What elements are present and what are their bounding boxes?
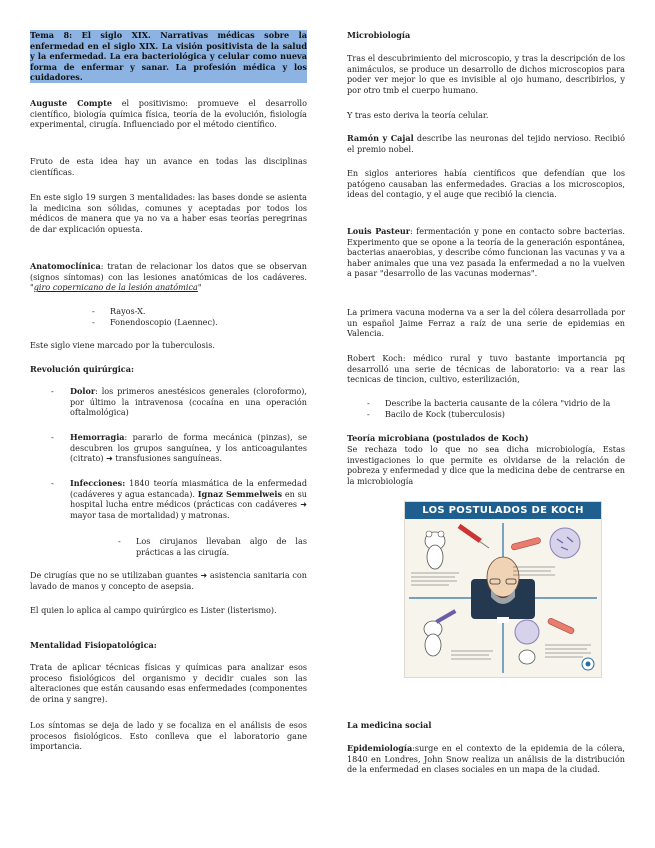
siglo19-paragraph: En este siglo 19 surgen 3 mentalidades: las bases donde se asienta la medicina son sólidas, comunes y aceptadas por todos los médicos de manera que ya no va a haber esas teorías peregrinas de dar explicación opuesta. (30, 192, 307, 234)
ramon-name: Ramón y Cajal (347, 133, 414, 143)
mentalidad-heading (30, 640, 307, 651)
koch-paragraph: Robert Koch: médico rural y tuvo bastante importancia pq desarrolló una serie de técnicas de laboratorio: va a rear las tecnicas de tincion, cultivo, esterilización, (347, 353, 625, 385)
test-tube-drawing (511, 537, 542, 551)
badge-icon (582, 658, 594, 670)
infecciones-label: Infecciones: (70, 478, 126, 488)
social-heading-text: La medicina social (347, 720, 432, 730)
dolor-text: : los primeros anestésicos generales (cloroformo), por último la intravenosa (cocaína en una operación oftalmológica) (70, 386, 307, 418)
koch-postulates-illustration (405, 519, 601, 677)
cirujanos-text: Los cirujanos llevaban algo de las prácticas a las cirugía. (136, 536, 307, 557)
teoria-celular-paragraph: Y tras esto deriva la teoría celular. (347, 110, 489, 120)
mentalidad-paragraph: Trata de aplicar técnicas físicas y químicas para analizar esos proceso fisiológicos del organismo y decidir cuales son las alteraciones que están causando esas enfermedades (componentes de orina y sangre). (30, 662, 307, 704)
lister-paragraph: El quien lo aplica al campo quirúrgico es Lister (listerismo). (30, 605, 277, 615)
pasteur-paragraph (347, 226, 625, 279)
semmelweis-name: Ignaz Semmelweis (197, 488, 283, 499)
pasteur-name: Louis Pasteur (347, 226, 411, 236)
anatomoclinica-label: Anatomoclínica (30, 261, 101, 271)
tuberculosis-paragraph: Este siglo viene marcado por la tuberculosis. (30, 340, 215, 350)
list-item: - Bacilo de Kock (tuberculosis) (367, 408, 505, 419)
hemorragia-text: : pararlo de forma mecánica (pinzas), se descubren los grupos sanguínea, y los anticoagulantes (citrato) ➜ transfusiones sanguíneas. (70, 432, 307, 464)
koch-item-text: Describe la bacteria causante de la cólera "vidrio de la (385, 398, 611, 408)
list-item-text: Rayos-X. (110, 306, 146, 316)
sick-mouse-drawing (425, 531, 445, 569)
list-item: - Los cirujanos llevaban algo de las prácticas a las cirugía. (118, 536, 307, 557)
micro-heading (347, 30, 625, 41)
ramon-text: describe las neuronas del tejido nervioso. Recibió el premio nobel. (347, 133, 625, 154)
micro-heading-text: Microbiología (347, 30, 411, 40)
teoria-paragraph: Se rechaza todo lo que no sea dicha microbiología, Estas investigaciones lo que permite es olvidarse de la relación de pobreza y enfermedad y dice que la medicina debe de centrarse en la microbiología (347, 444, 625, 486)
social-heading (347, 720, 625, 731)
micro-paragraph: Tras el descubrimiento del microscopio, y tras la descripción de los animáculos, se produce un desarrollo de dichos microscopios para poder ver mejor lo que es invisible al ojo humano, describirlos, y por otro tmb el cuerpo humano. (347, 53, 625, 95)
epidemiologia-text: :surge en el contexto de la epidemia de la cólera, 1840 en Londres, John Snow realiza un análisis de la distribución de la enfermedad en clases sociales en un mapa de la ciudad. (347, 743, 625, 775)
anatomoclinica-text: : tratan de relacionar los datos que se observan (signos síntomas) con las lesiones anatómicas de los cadáveres. " (30, 261, 307, 293)
revolucion-list (51, 386, 307, 418)
pasteur-text: : fermentación y pone en contacto sobre bacterias. Experimento que se opone a la teoría de la generación espontánea, bacterias anaerobias, y describe cómo funcionan las vacunas y va a haber animales que una vez pasada la enfermedad a no la vuelven a pasar "desarrollo de las vacunas modernas". (347, 226, 625, 279)
list-item: - Infecciones: 1840 teoría miasmática de la enfermedad (cadáveres y agua estancada). Ignaz Semmelweis en su hospital lucha entre médicos (prácticas con cadáveres ➜ mayor tasa de mortalidad) y matronas. (51, 478, 307, 520)
injected-mouse-drawing (424, 609, 456, 656)
list-item: - Rayos-X. (92, 306, 146, 316)
list-item-text: Fonendoscopio (Laennec). (110, 316, 218, 327)
infecciones-text-2: en su hospital lucha entre médicos (prácticas con cadáveres ➜ mayor tasa de mortalidad) y matronas. (70, 488, 307, 520)
list-item: - Fonendoscopio (Laennec). (92, 316, 218, 327)
anatomoclinica-quote-end: " (197, 282, 202, 293)
sintomas-paragraph: Los síntomas se deja de lado y se focaliza en el análisis de esos procesos fisiológicos. Esto conlleva que el laboratorio gane importancia. (30, 720, 307, 752)
comte-text: el positivismo: promueve el desarrollo científico, biología química física, teoría de la evolución, fisiología experimental, cirugía. Influenciado por el método científico. (30, 98, 307, 130)
teoria-heading-text: Teoría microbiana (postulados de Koch) (347, 433, 529, 443)
revolucion-heading-text: Revolución quirúrgica: (30, 364, 134, 374)
anatomoclinica-paragraph (30, 261, 307, 293)
infecciones-text: 1840 teoría miasmática de la enfermedad (cadáveres y agua estancada). (70, 478, 307, 499)
siglos-paragraph: En siglos anteriores había científicos que defendían que los patógeno causaban las enfermedades. Gracias a los microscopios, ideas del contagio, y el auge que recibió la ciencia. (347, 168, 625, 200)
teoria-heading (347, 433, 625, 444)
list-item: - Describe la bacteria causante de la cólera "vidrio de la (367, 398, 611, 408)
syringe-drawing (458, 524, 489, 548)
guantes-paragraph: De cirugías que no se utilizaban guantes ➜ asistencia sanitaria con lavado de manos y concepto de asepsia. (30, 570, 307, 591)
mentalidad-heading-text: Mentalidad Fisiopatológica: (30, 640, 157, 650)
comte-name: Auguste Compte (30, 98, 113, 108)
dolor-label: Dolor (70, 386, 96, 396)
revolucion-list-3 (51, 478, 307, 520)
list-item: - Hemorragia: pararlo de forma mecánica (pinzas), se descubren los grupos sanguínea, y los anticoagulantes (citrato) ➜ transfusiones sanguíneas. (51, 432, 307, 464)
anatomoclinica-quote: giro copernicano de la lesión anatómica (33, 282, 198, 293)
koch-postulates-figure (404, 501, 602, 678)
topic-title: Tema 8: El siglo XIX. Narrativas médicas sobre la enfermedad en el siglo XIX. La visión positivista de la salud y la enfermedad. La era bacteriológica y celular como nueva forma de enfermar y sanar. La profesión médica y los cuidadores. (30, 30, 307, 83)
hemorragia-label: Hemorragia (70, 432, 125, 442)
revolucion-heading (30, 364, 307, 375)
koch-item-text: Bacilo de Kock (tuberculosis) (385, 408, 505, 419)
fruto-paragraph: Fruto de esta idea hay un avance en todas las disciplinas científicas. (30, 156, 307, 177)
final-mouse-drawing (519, 650, 535, 664)
bacteria-circle-drawing (550, 528, 580, 558)
epidemiologia-label: Epidemiología (347, 743, 413, 753)
list-item: - Dolor: los primeros anestésicos generales (cloroformo), por último la intravenosa (cocaína en una operación oftalmológica) (51, 386, 307, 418)
cirujanos-list (118, 536, 307, 557)
koch-list (367, 398, 625, 419)
ramon-paragraph (347, 133, 625, 154)
vacuna-paragraph: La primera vacuna moderna va a ser la del cólera desarrollada por un español Jaime Ferraz a raíz de una serie de epidemias en Valencia. (347, 307, 625, 339)
recovered-bacteria-drawing (515, 617, 575, 644)
revolucion-list-2 (51, 432, 307, 464)
epidemiologia-paragraph (347, 743, 625, 775)
anatomoclinica-list (92, 306, 300, 327)
comte-paragraph (30, 98, 307, 130)
figure-title: LOS POSTULADOS DE KOCH (405, 502, 601, 519)
